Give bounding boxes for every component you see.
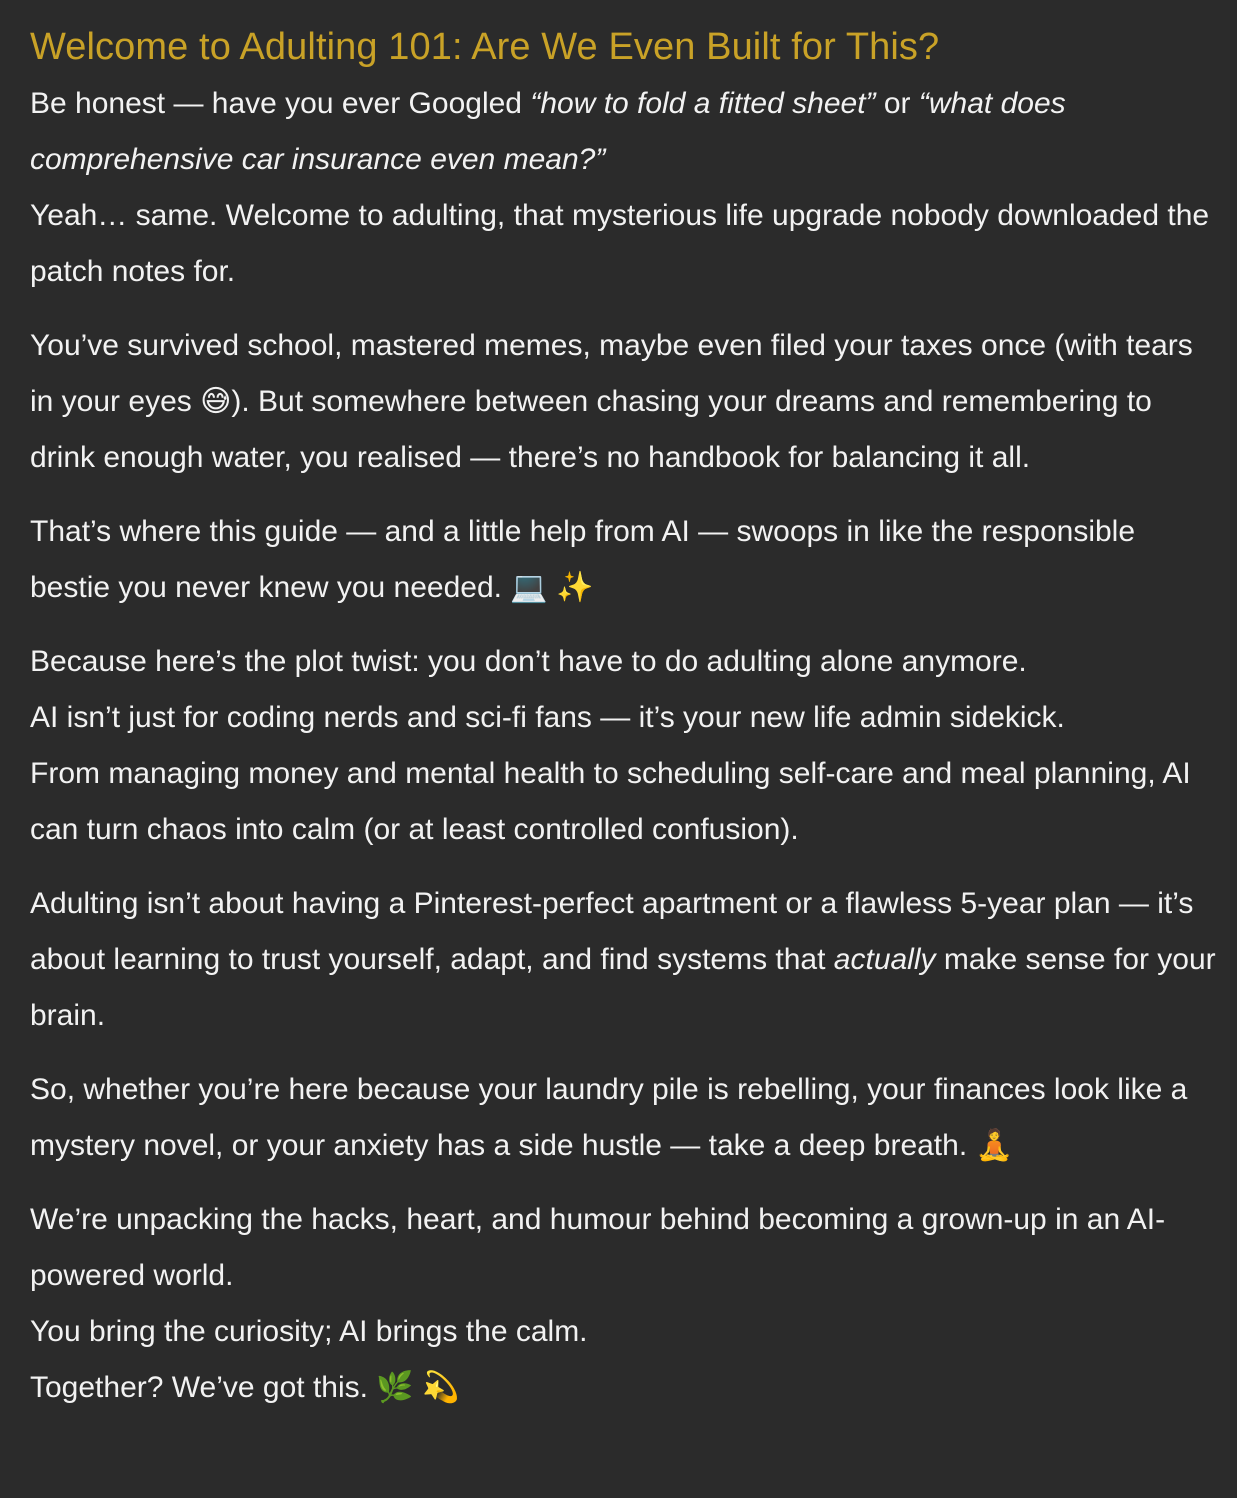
intro-text: Be honest — have you ever Googled bbox=[30, 87, 531, 120]
closing-line-1: We’re unpacking the hacks, heart, and humour behind becoming a grown-up in an AI-powered world. bbox=[30, 1203, 1166, 1292]
actually-emphasis: actually bbox=[833, 943, 936, 976]
guide-paragraph bbox=[30, 504, 1223, 616]
adulting-text: Adulting isn’t about having a Pinterest-perfect apartment or a flawless 5-year plan — it’s about learning to trust yourself, adapt, and find systems that bbox=[30, 887, 1194, 976]
closing-paragraph bbox=[30, 1192, 1223, 1416]
survived-text: You’ve survived school, mastered memes, maybe even filed your taxes once (with tears in your eyes bbox=[30, 329, 1193, 418]
closing-line-2: You bring the curiosity; AI brings the calm. bbox=[30, 1315, 588, 1348]
plot-twist-line-3: From managing money and mental health to scheduling self-care and meal planning, AI can turn chaos into calm (or at least controlled confusion). bbox=[30, 757, 1191, 846]
closing-text: Together? We’ve got this. bbox=[30, 1371, 377, 1404]
intro-line-2: Yeah… same. Welcome to adulting, that mysterious life upgrade nobody downloaded the patch notes for. bbox=[30, 199, 1210, 288]
quote-fitted-sheet: “how to fold a fitted sheet” bbox=[530, 87, 876, 120]
closing-line-3 bbox=[30, 1360, 1223, 1416]
sweat-smile-emoji-icon: 😅 bbox=[200, 384, 232, 419]
meditation-emoji-icon: 🧘 bbox=[975, 1128, 1013, 1163]
intro-paragraph bbox=[30, 76, 1223, 300]
whether-text: So, whether you’re here because your laundry pile is rebelling, your finances look like a mystery novel, or your anxiety has a side hustle — take a deep breath. bbox=[30, 1073, 1188, 1162]
survived-text-2: ). But somewhere between chasing your dreams and remembering to drink enough water, you realised — there’s no handbook for balancing it all. bbox=[30, 385, 1152, 474]
plot-twist-paragraph bbox=[30, 634, 1223, 858]
page-title: Welcome to Adulting 101: Are We Even Built for This? bbox=[30, 26, 940, 68]
quote-car-insurance: “what does comprehensive car insurance even mean?” bbox=[30, 87, 1066, 176]
survived-paragraph bbox=[30, 318, 1223, 486]
adulting-text-2: make sense for your brain. bbox=[30, 943, 1216, 1032]
intro-or: or bbox=[875, 87, 919, 120]
plot-twist-line-1: Because here’s the plot twist: you don’t have to do adulting alone anymore. bbox=[30, 645, 1027, 678]
adulting-paragraph bbox=[30, 876, 1223, 1044]
whether-paragraph bbox=[30, 1062, 1223, 1174]
sparkles-emoji-icon: ✨ bbox=[556, 570, 594, 605]
herb-emoji-icon: 🌿 bbox=[376, 1370, 414, 1405]
guide-text: That’s where this guide — and a little help from AI — swoops in like the responsible bestie you never knew you needed. bbox=[30, 515, 1136, 604]
laptop-emoji-icon: 💻 bbox=[510, 570, 548, 605]
plot-twist-line-2: AI isn’t just for coding nerds and sci-fi fans — it’s your new life admin sidekick. bbox=[30, 701, 1065, 734]
dizzy-emoji-icon: 💫 bbox=[422, 1370, 460, 1405]
